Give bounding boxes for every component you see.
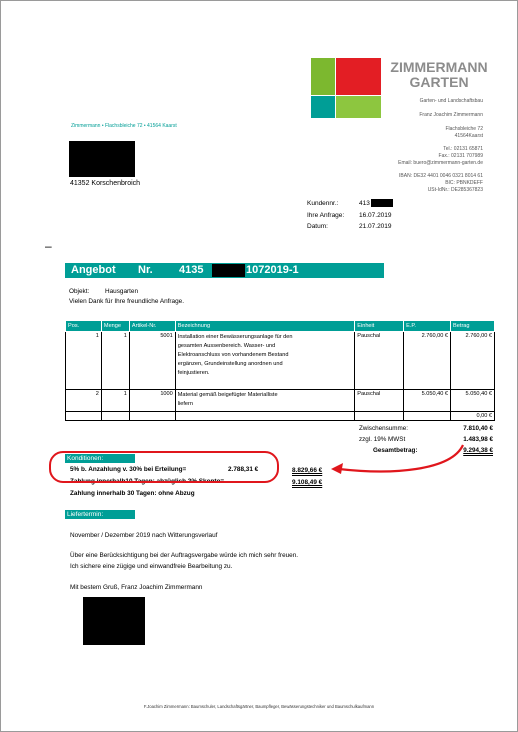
row1-desc-line: ergänzen, Grundeinstellung anordnen und [177,361,283,367]
table-header-row [66,321,495,332]
closing-line1: Über eine Berücksichtigung bei der Auftragsvergabe würde ich mich sehr freuen. [70,552,299,559]
footer-line: F.Joachim Zimmermann: Baumschuler, Landschaftsgärtner, Baumpfleger, Bewässerungstechniker und Baumschulkaufmann [143,704,375,709]
company-street: Flachsbleiche 72 [445,126,483,132]
closing-greeting: Mit bestem Gruß, Franz Joachim Zimmermann [70,584,203,591]
gesamtbetrag-value: 9.294,38 € [463,447,493,454]
row2-bezeichnung [175,390,354,412]
row1-desc-line: Elektroanschluss von vorhandenem Bestand [177,352,289,358]
kundennr-label: Kundennr.: [307,200,339,207]
thanks-line: Vielen Dank für Ihre freundliche Anfrage. [69,298,184,305]
company-email: Email: buero@zimmermann-garten.de [398,160,483,166]
zwischensumme-label: Zwischensumme: [359,425,408,432]
logo-square-green [311,58,335,95]
dash-mark: – [45,239,52,253]
angebot-nr-redaction [212,264,245,277]
annotation-oval [49,451,279,483]
table-row [66,412,495,421]
konditionen-line2-total: 9.108,49 € [292,479,323,486]
datum-value: 21.07.2019 [359,223,392,230]
row2-einheit: Pauschal [355,390,404,412]
empty-cell [129,412,175,421]
gesamtbetrag-label: Gesamtbetrag: [373,447,418,454]
row1-artikel: 5001 [129,332,175,390]
liefertermin-label: Liefertermin: [65,510,135,519]
recipient-redaction [69,141,135,177]
row1-menge: 1 [101,332,129,390]
objekt-label: Objekt: [69,288,90,295]
konditionen-line2-text: Zahlung innerhalb10 Tagen: abzüglich 2% Skonto= [70,478,225,485]
row1-desc-line: gesamten Aussenbereich. Wasser- und [177,343,276,349]
kundennr-value: 413 [359,200,370,207]
konditionen-line3-text: Zahlung innerhalb 30 Tagen: ohne Abzug [70,490,195,497]
company-bic: BIC: PBNKDEFF [445,180,483,186]
company-ustid: USt-IdNr.: DE285367823 [427,187,483,193]
row1-ep: 2.760,00 € [404,332,451,390]
header-bezeichnung: Bezeichnung [175,321,354,332]
header-pos: Pos. [66,321,102,332]
row1-betrag: 2.760,00 € [451,332,495,390]
table-row [66,390,495,412]
empty-cell [66,412,102,421]
row2-ep: 5.050,40 € [404,390,451,412]
header-einheit: Einheit [355,321,404,332]
liefertermin-value: November / Dezember 2019 nach Witterungsverlauf [70,532,218,539]
logo-square-green2 [336,96,381,118]
annotation-arrow [321,441,471,481]
anfrage-label: Ihre Anfrage: [307,212,345,219]
company-name-line2: GARTEN [409,74,469,90]
angebot-label: Angebot [71,264,116,276]
closing-line2: Ich sichere eine zügige und einwandfreie Bearbeitung zu. [70,563,233,570]
mwst-label: zzgl. 19% MWSt [359,436,406,443]
row1-bezeichnung [175,332,354,390]
anfrage-value: 16.07.2019 [359,212,392,219]
company-tel: Tel.: 02131 65871 [443,146,483,152]
items-table [65,320,495,421]
signature-redaction [83,597,145,645]
konditionen-line1-text: 5% b. Anzahlung v. 30% bei Erteilung= [70,466,187,473]
row1-desc-line: feinjustieren. [177,370,210,376]
row2-artikel: 1000 [129,390,175,412]
header-betrag: Betrag [451,321,495,332]
company-owner: Franz Joachim Zimmermann [419,112,483,118]
row2-desc-line: Material gemäß beigefügter Materialliste [177,392,278,398]
table-row [66,332,495,390]
row1-pos: 1 [66,332,102,390]
mwst-value: 1.483,98 € [463,436,493,443]
company-iban: IBAN: DE32 4401 0046 0321 8014 61 [399,173,483,179]
sender-line: Zimmermann • Flachsbleiche 72 • 41564 Kaarst [71,123,177,129]
row3-betrag: 0,00 € [451,412,495,421]
header-menge: Menge [101,321,129,332]
row2-desc-line: liefern [177,401,194,407]
header-ep: E.P. [404,321,451,332]
company-name [389,60,489,90]
konditionen-label: Konditionen: [65,454,135,463]
angebot-title-bar [65,263,384,278]
company-name-line1: ZIMMERMANN [390,59,488,75]
datum-label: Datum: [307,223,328,230]
row2-pos: 2 [66,390,102,412]
angebot-nr-prefix: 4135 [179,264,204,276]
company-tagline: Garten- und Landschaftsbau [419,98,483,104]
empty-cell [101,412,129,421]
empty-cell [404,412,451,421]
empty-cell [175,412,354,421]
header-artikel: Artikel-Nr. [129,321,175,332]
row2-betrag: 5.050,40 € [451,390,495,412]
recipient-city: 41352 Korschenbroich [70,180,141,187]
company-city: 41564Kaarst [454,133,483,139]
angebot-nr-suffix: 1072019-1 [246,264,299,276]
row2-menge: 1 [101,390,129,412]
kundennr-redaction [371,199,393,207]
row1-einheit: Pauschal [355,332,404,390]
zwischensumme-value: 7.810,40 € [463,425,493,432]
objekt-value: Hausgarten [105,288,139,295]
konditionen-line1-total: 8.829,66 € [292,467,323,474]
company-fax: Fax.: 02131 707989 [438,153,483,159]
row1-desc-line: Installation einer Bewässerungsanlage für den [177,334,293,340]
logo-square-red [336,58,381,95]
angebot-nr-label: Nr. [138,264,153,276]
konditionen-line1-amount: 2.788,31 € [228,466,259,473]
empty-cell [355,412,404,421]
logo-square-teal [311,96,335,118]
